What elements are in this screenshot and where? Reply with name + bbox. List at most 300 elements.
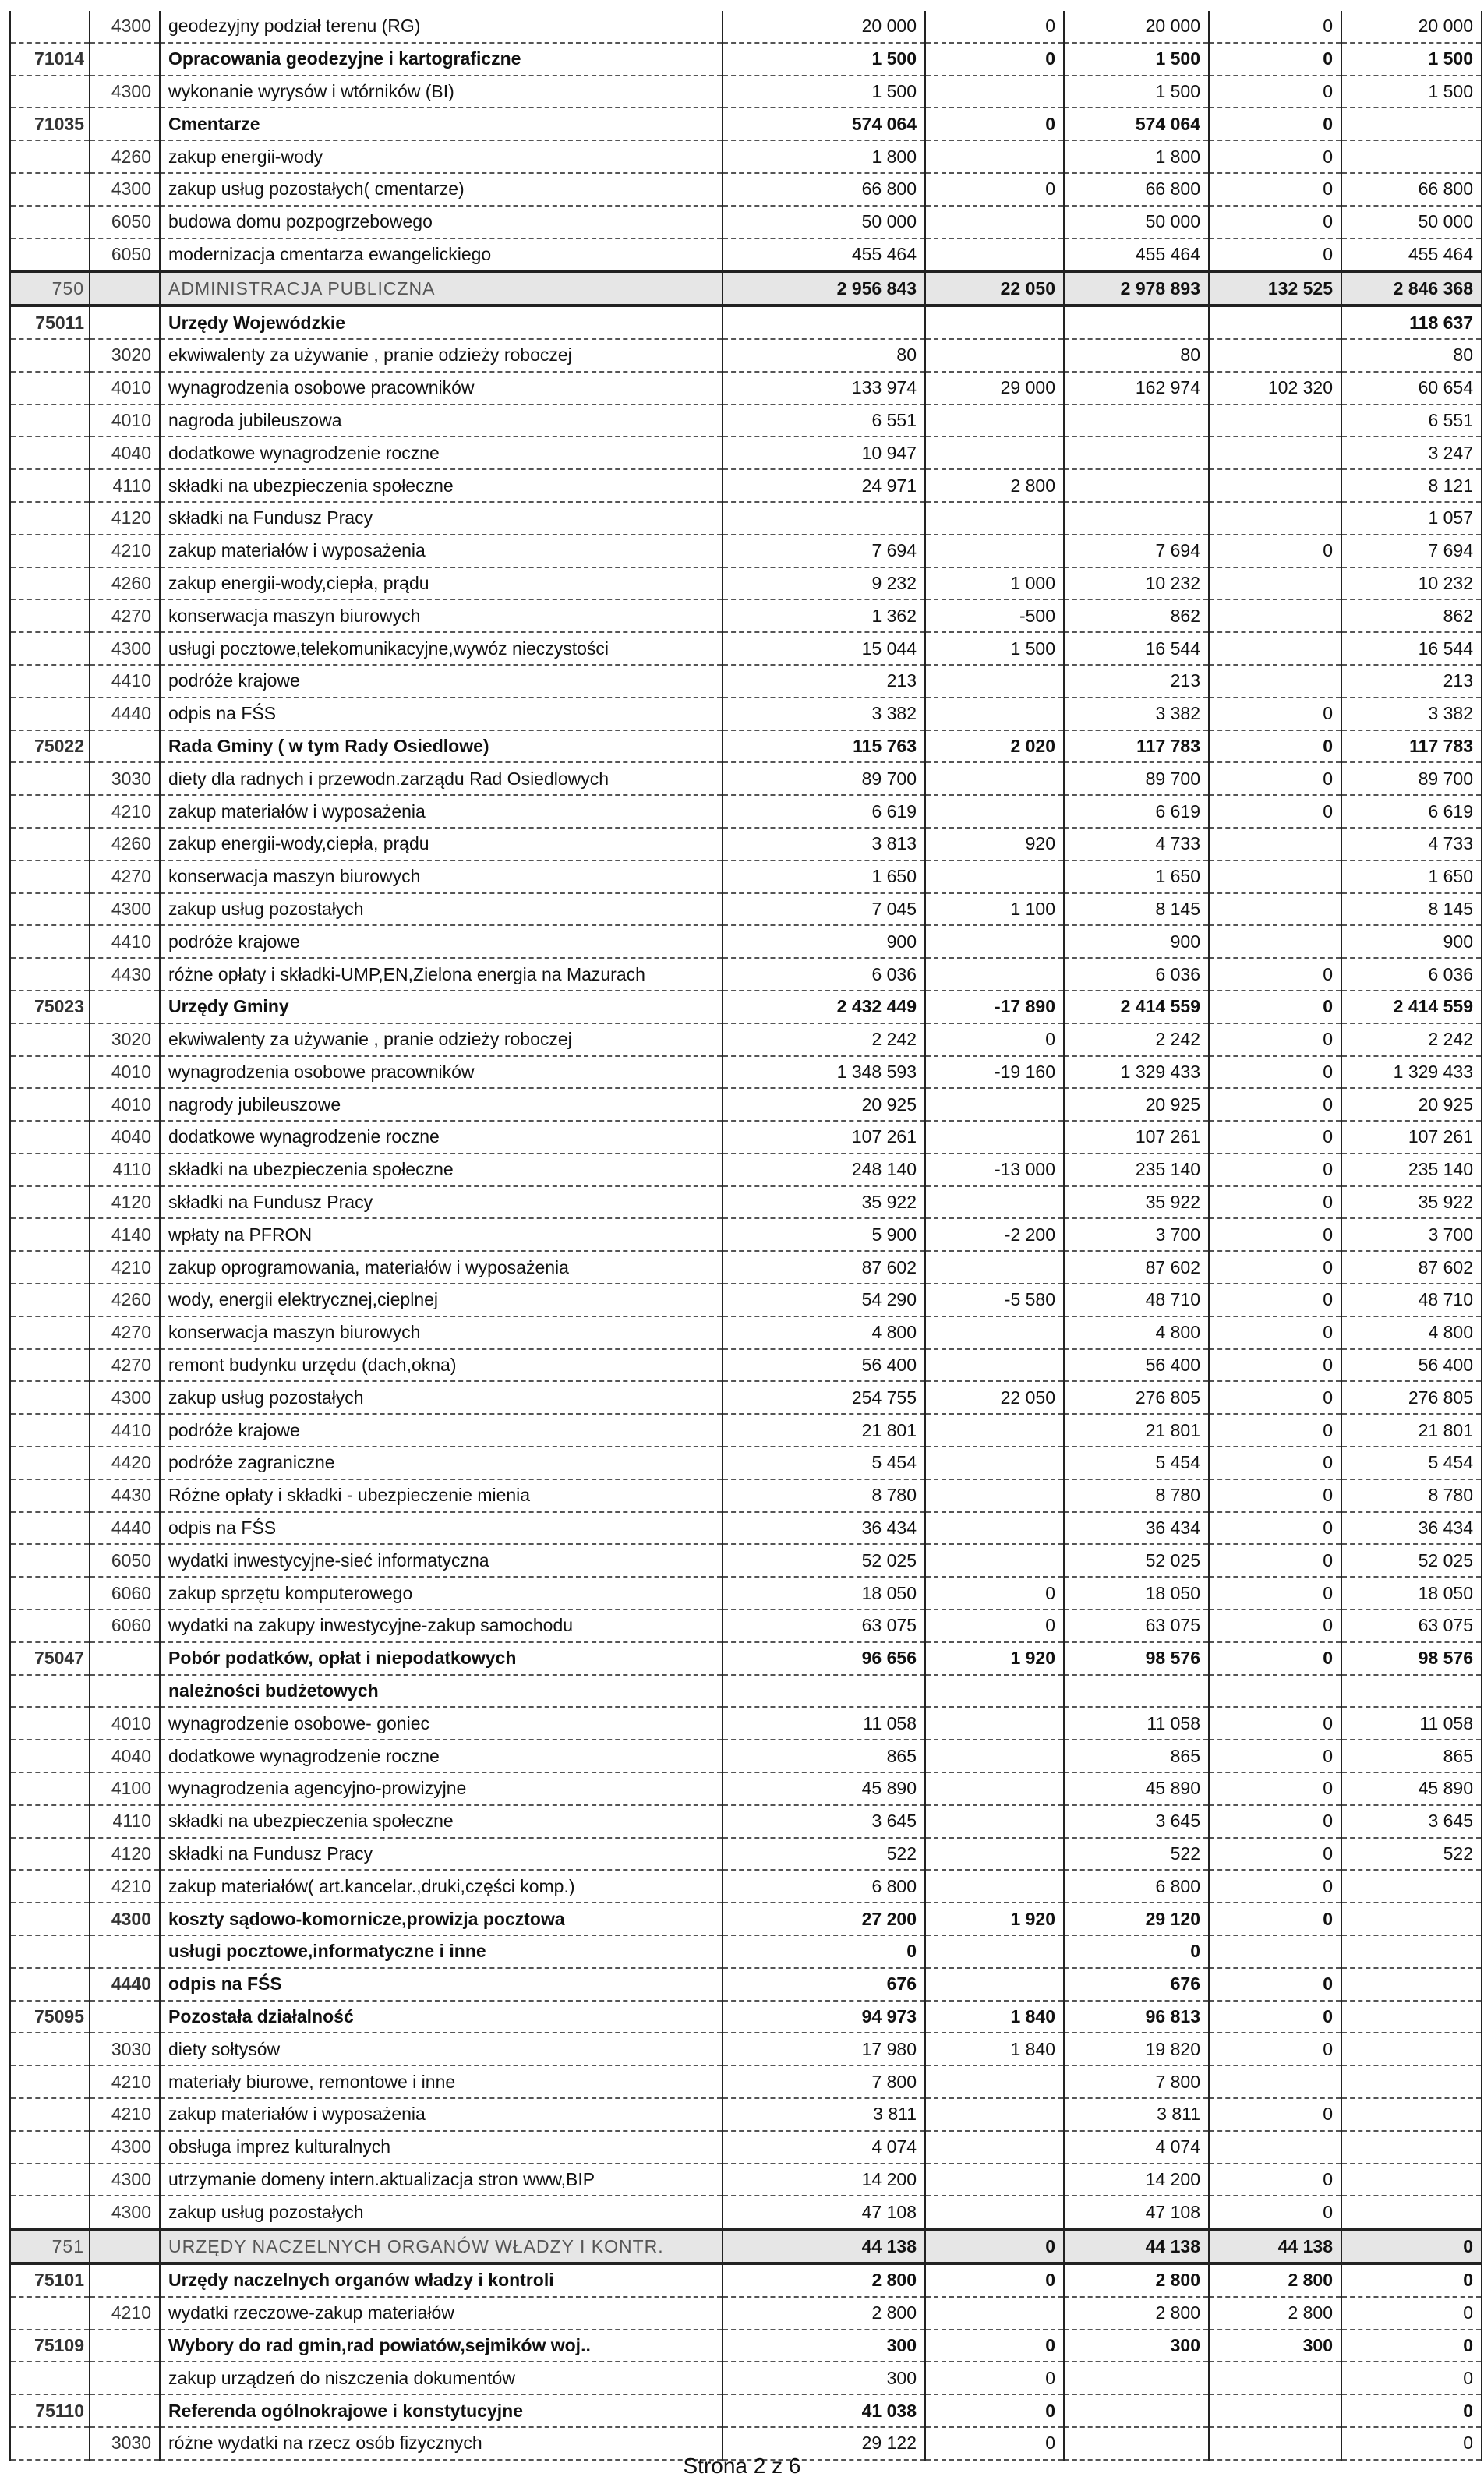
paragraph-code: 4300 bbox=[90, 2131, 160, 2164]
plan-after-change: 29 120 bbox=[1064, 1903, 1209, 1935]
item-name: Cmentarze bbox=[160, 108, 723, 140]
change-amount bbox=[925, 925, 1064, 958]
change-amount bbox=[925, 1870, 1064, 1903]
paragraph-code bbox=[90, 271, 160, 306]
commissioned-tasks-amount: 0 bbox=[1209, 2196, 1341, 2229]
paragraph-code: 4300 bbox=[90, 893, 160, 926]
table-row bbox=[10, 925, 1482, 958]
item-name: wynagrodzenia osobowe pracowników bbox=[160, 1056, 723, 1089]
section-code bbox=[10, 2297, 90, 2330]
plan-after-change: 87 602 bbox=[1064, 1251, 1209, 1284]
table-row bbox=[10, 632, 1482, 665]
section-code: 75023 bbox=[10, 991, 90, 1023]
plan-amount: 10 947 bbox=[723, 436, 925, 469]
table-row bbox=[10, 1023, 1482, 1056]
section-code bbox=[10, 762, 90, 795]
paragraph-code: 4040 bbox=[90, 1121, 160, 1154]
change-amount: 0 bbox=[925, 1609, 1064, 1642]
plan-amount: 213 bbox=[723, 665, 925, 698]
section-code: 75109 bbox=[10, 2330, 90, 2362]
change-amount bbox=[925, 2065, 1064, 2098]
table-row bbox=[10, 2297, 1482, 2330]
paragraph-code: 4140 bbox=[90, 1218, 160, 1251]
change-amount: 0 bbox=[925, 2263, 1064, 2297]
table-row bbox=[10, 1707, 1482, 1740]
plan-after-change: 19 820 bbox=[1064, 2033, 1209, 2065]
table-row bbox=[10, 1186, 1482, 1219]
section-code bbox=[10, 599, 90, 632]
section-code bbox=[10, 1154, 90, 1186]
plan-amount: 4 800 bbox=[723, 1316, 925, 1349]
plan-after-change: 50 000 bbox=[1064, 206, 1209, 238]
change-amount bbox=[925, 1186, 1064, 1219]
section-code bbox=[10, 173, 90, 206]
section-code bbox=[10, 1088, 90, 1121]
own-tasks-amount: 6 036 bbox=[1341, 958, 1482, 991]
paragraph-code bbox=[90, 2362, 160, 2394]
commissioned-tasks-amount: 0 bbox=[1209, 11, 1341, 43]
change-amount: 1 100 bbox=[925, 893, 1064, 926]
change-amount bbox=[925, 1088, 1064, 1121]
plan-amount: 52 025 bbox=[723, 1544, 925, 1577]
plan-amount: 574 064 bbox=[723, 108, 925, 140]
section-row bbox=[10, 1968, 1482, 2001]
plan-after-change: 276 805 bbox=[1064, 1381, 1209, 1414]
plan-after-change: 6 800 bbox=[1064, 1870, 1209, 1903]
plan-after-change: 66 800 bbox=[1064, 173, 1209, 206]
own-tasks-amount: 87 602 bbox=[1341, 1251, 1482, 1284]
section-code bbox=[10, 567, 90, 600]
plan-amount: 2 800 bbox=[723, 2263, 925, 2297]
plan-amount bbox=[723, 306, 925, 339]
plan-amount: 900 bbox=[723, 925, 925, 958]
page-number: Strona 2 z 6 bbox=[683, 2454, 801, 2478]
plan-after-change bbox=[1064, 2394, 1209, 2427]
table-row bbox=[10, 762, 1482, 795]
own-tasks-amount: 118 637 bbox=[1341, 306, 1482, 339]
item-name: zakup sprzętu komputerowego bbox=[160, 1577, 723, 1609]
item-name: Urzędy Gminy bbox=[160, 991, 723, 1023]
section-code bbox=[10, 1512, 90, 1545]
paragraph-code: 4210 bbox=[90, 2065, 160, 2098]
commissioned-tasks-amount: 0 bbox=[1209, 1316, 1341, 1349]
plan-after-change: 52 025 bbox=[1064, 1544, 1209, 1577]
plan-after-change: 20 000 bbox=[1064, 11, 1209, 43]
item-name: należności budżetowych bbox=[160, 1675, 723, 1708]
commissioned-tasks-amount: 0 bbox=[1209, 1968, 1341, 2001]
plan-amount: 21 801 bbox=[723, 1414, 925, 1447]
commissioned-tasks-amount bbox=[1209, 828, 1341, 860]
commissioned-tasks-amount bbox=[1209, 893, 1341, 926]
paragraph-code bbox=[90, 2001, 160, 2033]
plan-amount: 2 956 843 bbox=[723, 271, 925, 306]
table-row bbox=[10, 1479, 1482, 1512]
plan-after-change: 676 bbox=[1064, 1968, 1209, 2001]
table-row bbox=[10, 698, 1482, 730]
section-code bbox=[10, 2065, 90, 2098]
paragraph-code: 4120 bbox=[90, 502, 160, 535]
change-amount bbox=[925, 665, 1064, 698]
section-code bbox=[10, 2098, 90, 2131]
table-row bbox=[10, 2098, 1482, 2131]
paragraph-code: 4300 bbox=[90, 11, 160, 43]
plan-amount: 455 464 bbox=[723, 238, 925, 272]
own-tasks-amount: 21 801 bbox=[1341, 1414, 1482, 1447]
commissioned-tasks-amount: 0 bbox=[1209, 1186, 1341, 1219]
section-code bbox=[10, 1740, 90, 1772]
item-name: zakup urządzeń do niszczenia dokumentów bbox=[160, 2362, 723, 2394]
own-tasks-amount: 900 bbox=[1341, 925, 1482, 958]
table-row bbox=[10, 436, 1482, 469]
plan-amount: 14 200 bbox=[723, 2164, 925, 2196]
item-name: ADMINISTRACJA PUBLICZNA bbox=[160, 271, 723, 306]
commissioned-tasks-amount: 0 bbox=[1209, 1772, 1341, 1805]
commissioned-tasks-amount bbox=[1209, 2131, 1341, 2164]
section-row bbox=[10, 108, 1482, 140]
table-row bbox=[10, 665, 1482, 698]
paragraph-code: 4440 bbox=[90, 698, 160, 730]
section-code bbox=[10, 469, 90, 502]
own-tasks-amount bbox=[1341, 108, 1482, 140]
budget-table bbox=[9, 11, 1482, 2461]
plan-amount: 133 974 bbox=[723, 372, 925, 405]
plan-after-change: 10 232 bbox=[1064, 567, 1209, 600]
item-name: różne opłaty i składki-UMP,EN,Zielona energia na Mazurach bbox=[160, 958, 723, 991]
paragraph-code: 4300 bbox=[90, 632, 160, 665]
change-amount bbox=[925, 860, 1064, 893]
plan-after-change: 3 645 bbox=[1064, 1805, 1209, 1838]
paragraph-code: 4260 bbox=[90, 567, 160, 600]
commissioned-tasks-amount bbox=[1209, 405, 1341, 437]
commissioned-tasks-amount: 0 bbox=[1209, 140, 1341, 173]
plan-amount: 94 973 bbox=[723, 2001, 925, 2033]
own-tasks-amount: 80 bbox=[1341, 339, 1482, 372]
plan-after-change: 20 925 bbox=[1064, 1088, 1209, 1121]
item-name: nagrody jubileuszowe bbox=[160, 1088, 723, 1121]
change-amount bbox=[925, 1251, 1064, 1284]
item-name: różne wydatki na rzecz osób fizycznych bbox=[160, 2427, 723, 2460]
paragraph-code bbox=[90, 108, 160, 140]
paragraph-code: 4210 bbox=[90, 2297, 160, 2330]
change-amount bbox=[925, 1479, 1064, 1512]
own-tasks-amount: 6 551 bbox=[1341, 405, 1482, 437]
plan-after-change bbox=[1064, 306, 1209, 339]
plan-after-change: 1 329 433 bbox=[1064, 1056, 1209, 1089]
change-amount: -13 000 bbox=[925, 1154, 1064, 1186]
plan-after-change: 6 036 bbox=[1064, 958, 1209, 991]
chapter-row bbox=[10, 271, 1482, 306]
section-code bbox=[10, 2164, 90, 2196]
change-amount bbox=[925, 2131, 1064, 2164]
plan-amount: 87 602 bbox=[723, 1251, 925, 1284]
section-code bbox=[10, 1218, 90, 1251]
paragraph-code: 4420 bbox=[90, 1447, 160, 1479]
plan-amount: 20 925 bbox=[723, 1088, 925, 1121]
commissioned-tasks-amount: 0 bbox=[1209, 1251, 1341, 1284]
section-code bbox=[10, 1023, 90, 1056]
commissioned-tasks-amount: 0 bbox=[1209, 238, 1341, 272]
section-code bbox=[10, 1251, 90, 1284]
own-tasks-amount: 60 654 bbox=[1341, 372, 1482, 405]
paragraph-code bbox=[90, 306, 160, 339]
plan-amount: 47 108 bbox=[723, 2196, 925, 2229]
plan-after-change: 4 800 bbox=[1064, 1316, 1209, 1349]
own-tasks-amount: 8 145 bbox=[1341, 893, 1482, 926]
table-row bbox=[10, 238, 1482, 272]
change-amount: 1 920 bbox=[925, 1903, 1064, 1935]
plan-after-change: 1 500 bbox=[1064, 43, 1209, 76]
table-row bbox=[10, 1740, 1482, 1772]
change-amount bbox=[925, 1447, 1064, 1479]
commissioned-tasks-amount: 0 bbox=[1209, 1349, 1341, 1382]
section-code bbox=[10, 958, 90, 991]
plan-after-change: 7 694 bbox=[1064, 535, 1209, 567]
commissioned-tasks-amount: 0 bbox=[1209, 2098, 1341, 2131]
commissioned-tasks-amount: 0 bbox=[1209, 1838, 1341, 1871]
item-name: Urzędy Wojewódzkie bbox=[160, 306, 723, 339]
plan-amount: 24 971 bbox=[723, 469, 925, 502]
section-code bbox=[10, 1186, 90, 1219]
section-code bbox=[10, 1577, 90, 1609]
plan-amount: 36 434 bbox=[723, 1512, 925, 1545]
change-amount: -19 160 bbox=[925, 1056, 1064, 1089]
own-tasks-amount: 98 576 bbox=[1341, 1642, 1482, 1675]
commissioned-tasks-amount: 132 525 bbox=[1209, 271, 1341, 306]
item-name: zakup usług pozostałych bbox=[160, 1381, 723, 1414]
commissioned-tasks-amount: 0 bbox=[1209, 1512, 1341, 1545]
commissioned-tasks-amount: 0 bbox=[1209, 1870, 1341, 1903]
commissioned-tasks-amount: 0 bbox=[1209, 2001, 1341, 2033]
table-row bbox=[10, 2362, 1482, 2394]
own-tasks-amount bbox=[1341, 2131, 1482, 2164]
plan-after-change: 2 414 559 bbox=[1064, 991, 1209, 1023]
change-amount: 0 bbox=[925, 2330, 1064, 2362]
change-amount: 0 bbox=[925, 108, 1064, 140]
change-amount: 0 bbox=[925, 2394, 1064, 2427]
plan-amount: 1 500 bbox=[723, 76, 925, 108]
own-tasks-amount bbox=[1341, 1903, 1482, 1935]
section-code bbox=[10, 1121, 90, 1154]
plan-amount: 4 074 bbox=[723, 2131, 925, 2164]
section-code bbox=[10, 1381, 90, 1414]
own-tasks-amount: 0 bbox=[1341, 2394, 1482, 2427]
paragraph-code: 6050 bbox=[90, 206, 160, 238]
own-tasks-amount: 117 783 bbox=[1341, 730, 1482, 763]
paragraph-code: 4260 bbox=[90, 1284, 160, 1316]
commissioned-tasks-amount bbox=[1209, 632, 1341, 665]
item-name: remont budynku urzędu (dach,okna) bbox=[160, 1349, 723, 1382]
section-code bbox=[10, 1903, 90, 1935]
item-name: nagroda jubileuszowa bbox=[160, 405, 723, 437]
own-tasks-amount bbox=[1341, 2098, 1482, 2131]
item-name: konserwacja maszyn biurowych bbox=[160, 599, 723, 632]
section-code bbox=[10, 1316, 90, 1349]
commissioned-tasks-amount: 0 bbox=[1209, 1218, 1341, 1251]
item-name: Rada Gminy ( w tym Rady Osiedlowe) bbox=[160, 730, 723, 763]
item-name: konserwacja maszyn biurowych bbox=[160, 1316, 723, 1349]
paragraph-code: 3030 bbox=[90, 2033, 160, 2065]
section-code bbox=[10, 1609, 90, 1642]
commissioned-tasks-amount: 0 bbox=[1209, 1154, 1341, 1186]
own-tasks-amount bbox=[1341, 2164, 1482, 2196]
change-amount bbox=[925, 1772, 1064, 1805]
table-row bbox=[10, 469, 1482, 502]
change-amount bbox=[925, 795, 1064, 828]
change-amount: 1 840 bbox=[925, 2001, 1064, 2033]
own-tasks-amount: 8 121 bbox=[1341, 469, 1482, 502]
paragraph-code: 4260 bbox=[90, 828, 160, 860]
paragraph-code bbox=[90, 2330, 160, 2362]
commissioned-tasks-amount: 300 bbox=[1209, 2330, 1341, 2362]
plan-after-change bbox=[1064, 502, 1209, 535]
table-row bbox=[10, 893, 1482, 926]
plan-amount: 9 232 bbox=[723, 567, 925, 600]
item-name: Wybory do rad gmin,rad powiatów,sejmików woj.. bbox=[160, 2330, 723, 2362]
paragraph-code: 4040 bbox=[90, 436, 160, 469]
paragraph-code bbox=[90, 43, 160, 76]
plan-amount: 0 bbox=[723, 1935, 925, 1968]
commissioned-tasks-amount bbox=[1209, 860, 1341, 893]
paragraph-code: 4270 bbox=[90, 599, 160, 632]
commissioned-tasks-amount: 0 bbox=[1209, 1642, 1341, 1675]
change-amount: -500 bbox=[925, 599, 1064, 632]
plan-after-change: 300 bbox=[1064, 2330, 1209, 2362]
own-tasks-amount: 4 733 bbox=[1341, 828, 1482, 860]
own-tasks-amount: 48 710 bbox=[1341, 1284, 1482, 1316]
change-amount bbox=[925, 238, 1064, 272]
item-name: geodezyjny podział terenu (RG) bbox=[160, 11, 723, 43]
commissioned-tasks-amount: 0 bbox=[1209, 1609, 1341, 1642]
section-row bbox=[10, 43, 1482, 76]
paragraph-code: 3020 bbox=[90, 339, 160, 372]
paragraph-code: 4270 bbox=[90, 1316, 160, 1349]
commissioned-tasks-amount: 102 320 bbox=[1209, 372, 1341, 405]
change-amount bbox=[925, 436, 1064, 469]
plan-amount: 35 922 bbox=[723, 1186, 925, 1219]
change-amount bbox=[925, 1968, 1064, 2001]
table-row bbox=[10, 339, 1482, 372]
section-code bbox=[10, 1870, 90, 1903]
paragraph-code: 6050 bbox=[90, 238, 160, 272]
plan-amount: 11 058 bbox=[723, 1707, 925, 1740]
own-tasks-amount: 20 925 bbox=[1341, 1088, 1482, 1121]
own-tasks-amount: 66 800 bbox=[1341, 173, 1482, 206]
paragraph-code bbox=[90, 1642, 160, 1675]
item-name: składki na ubezpieczenia społeczne bbox=[160, 469, 723, 502]
item-name: obsługa imprez kulturalnych bbox=[160, 2131, 723, 2164]
table-row bbox=[10, 405, 1482, 437]
section-code bbox=[10, 828, 90, 860]
item-name: koszty sądowo-komornicze,prowizja pocztowa bbox=[160, 1903, 723, 1935]
plan-after-change: 16 544 bbox=[1064, 632, 1209, 665]
own-tasks-amount bbox=[1341, 2033, 1482, 2065]
plan-amount: 5 454 bbox=[723, 1447, 925, 1479]
plan-after-change: 574 064 bbox=[1064, 108, 1209, 140]
item-name: usługi pocztowe,telekomunikacyjne,wywóz nieczystości bbox=[160, 632, 723, 665]
change-amount: 0 bbox=[925, 1577, 1064, 1609]
change-amount: 1 500 bbox=[925, 632, 1064, 665]
table-row bbox=[10, 567, 1482, 600]
paragraph-code: 4270 bbox=[90, 1349, 160, 1382]
item-name: zakup energii-wody,ciepła, prądu bbox=[160, 828, 723, 860]
plan-amount: 300 bbox=[723, 2362, 925, 2394]
section-code bbox=[10, 2362, 90, 2394]
table-row bbox=[10, 1544, 1482, 1577]
item-name: składki na ubezpieczenia społeczne bbox=[160, 1154, 723, 1186]
section-code bbox=[10, 206, 90, 238]
plan-after-change: 8 780 bbox=[1064, 1479, 1209, 1512]
plan-amount: 8 780 bbox=[723, 1479, 925, 1512]
plan-amount: 56 400 bbox=[723, 1349, 925, 1382]
table-row bbox=[10, 372, 1482, 405]
table-row bbox=[10, 1838, 1482, 1871]
item-name: podróże krajowe bbox=[160, 1414, 723, 1447]
paragraph-code: 4300 bbox=[90, 1381, 160, 1414]
paragraph-code bbox=[90, 991, 160, 1023]
item-name: dodatkowe wynagrodzenie roczne bbox=[160, 1121, 723, 1154]
section-code: 71014 bbox=[10, 43, 90, 76]
own-tasks-amount: 3 247 bbox=[1341, 436, 1482, 469]
section-code: 75110 bbox=[10, 2394, 90, 2427]
item-name: modernizacja cmentarza ewangelickiego bbox=[160, 238, 723, 272]
paragraph-code bbox=[90, 2263, 160, 2297]
commissioned-tasks-amount: 0 bbox=[1209, 1088, 1341, 1121]
paragraph-code: 4300 bbox=[90, 1903, 160, 1935]
paragraph-code: 4210 bbox=[90, 1251, 160, 1284]
change-amount bbox=[925, 1935, 1064, 1968]
item-name: wynagrodzenia osobowe pracowników bbox=[160, 372, 723, 405]
commissioned-tasks-amount: 0 bbox=[1209, 991, 1341, 1023]
section-code bbox=[10, 1707, 90, 1740]
commissioned-tasks-amount: 0 bbox=[1209, 1284, 1341, 1316]
change-amount bbox=[925, 1121, 1064, 1154]
plan-amount bbox=[723, 1675, 925, 1708]
own-tasks-amount: 89 700 bbox=[1341, 762, 1482, 795]
own-tasks-amount: 56 400 bbox=[1341, 1349, 1482, 1382]
change-amount: -17 890 bbox=[925, 991, 1064, 1023]
item-name: zakup energii-wody bbox=[160, 140, 723, 173]
paragraph-code: 4300 bbox=[90, 76, 160, 108]
section-row bbox=[10, 730, 1482, 763]
item-name: materiały biurowe, remontowe i inne bbox=[160, 2065, 723, 2098]
commissioned-tasks-amount bbox=[1209, 665, 1341, 698]
section-row bbox=[10, 1903, 1482, 1935]
own-tasks-amount: 3 382 bbox=[1341, 698, 1482, 730]
plan-amount: 6 800 bbox=[723, 1870, 925, 1903]
change-amount bbox=[925, 1414, 1064, 1447]
change-amount bbox=[925, 1349, 1064, 1382]
item-name: wynagrodzenie osobowe- goniec bbox=[160, 1707, 723, 1740]
own-tasks-amount: 276 805 bbox=[1341, 1381, 1482, 1414]
own-tasks-amount: 16 544 bbox=[1341, 632, 1482, 665]
section-code bbox=[10, 632, 90, 665]
commissioned-tasks-amount: 0 bbox=[1209, 43, 1341, 76]
plan-amount: 7 045 bbox=[723, 893, 925, 926]
plan-after-change: 862 bbox=[1064, 599, 1209, 632]
table-row bbox=[10, 173, 1482, 206]
paragraph-code: 4010 bbox=[90, 1707, 160, 1740]
own-tasks-amount: 0 bbox=[1341, 2427, 1482, 2460]
item-name: Pobór podatków, opłat i niepodatkowych bbox=[160, 1642, 723, 1675]
plan-amount: 20 000 bbox=[723, 11, 925, 43]
plan-after-change: 48 710 bbox=[1064, 1284, 1209, 1316]
item-name: zakup oprogramowania, materiałów i wyposażenia bbox=[160, 1251, 723, 1284]
section-row bbox=[10, 991, 1482, 1023]
table-row bbox=[10, 206, 1482, 238]
table-row bbox=[10, 2065, 1482, 2098]
plan-amount: 6 551 bbox=[723, 405, 925, 437]
commissioned-tasks-amount: 0 bbox=[1209, 1805, 1341, 1838]
